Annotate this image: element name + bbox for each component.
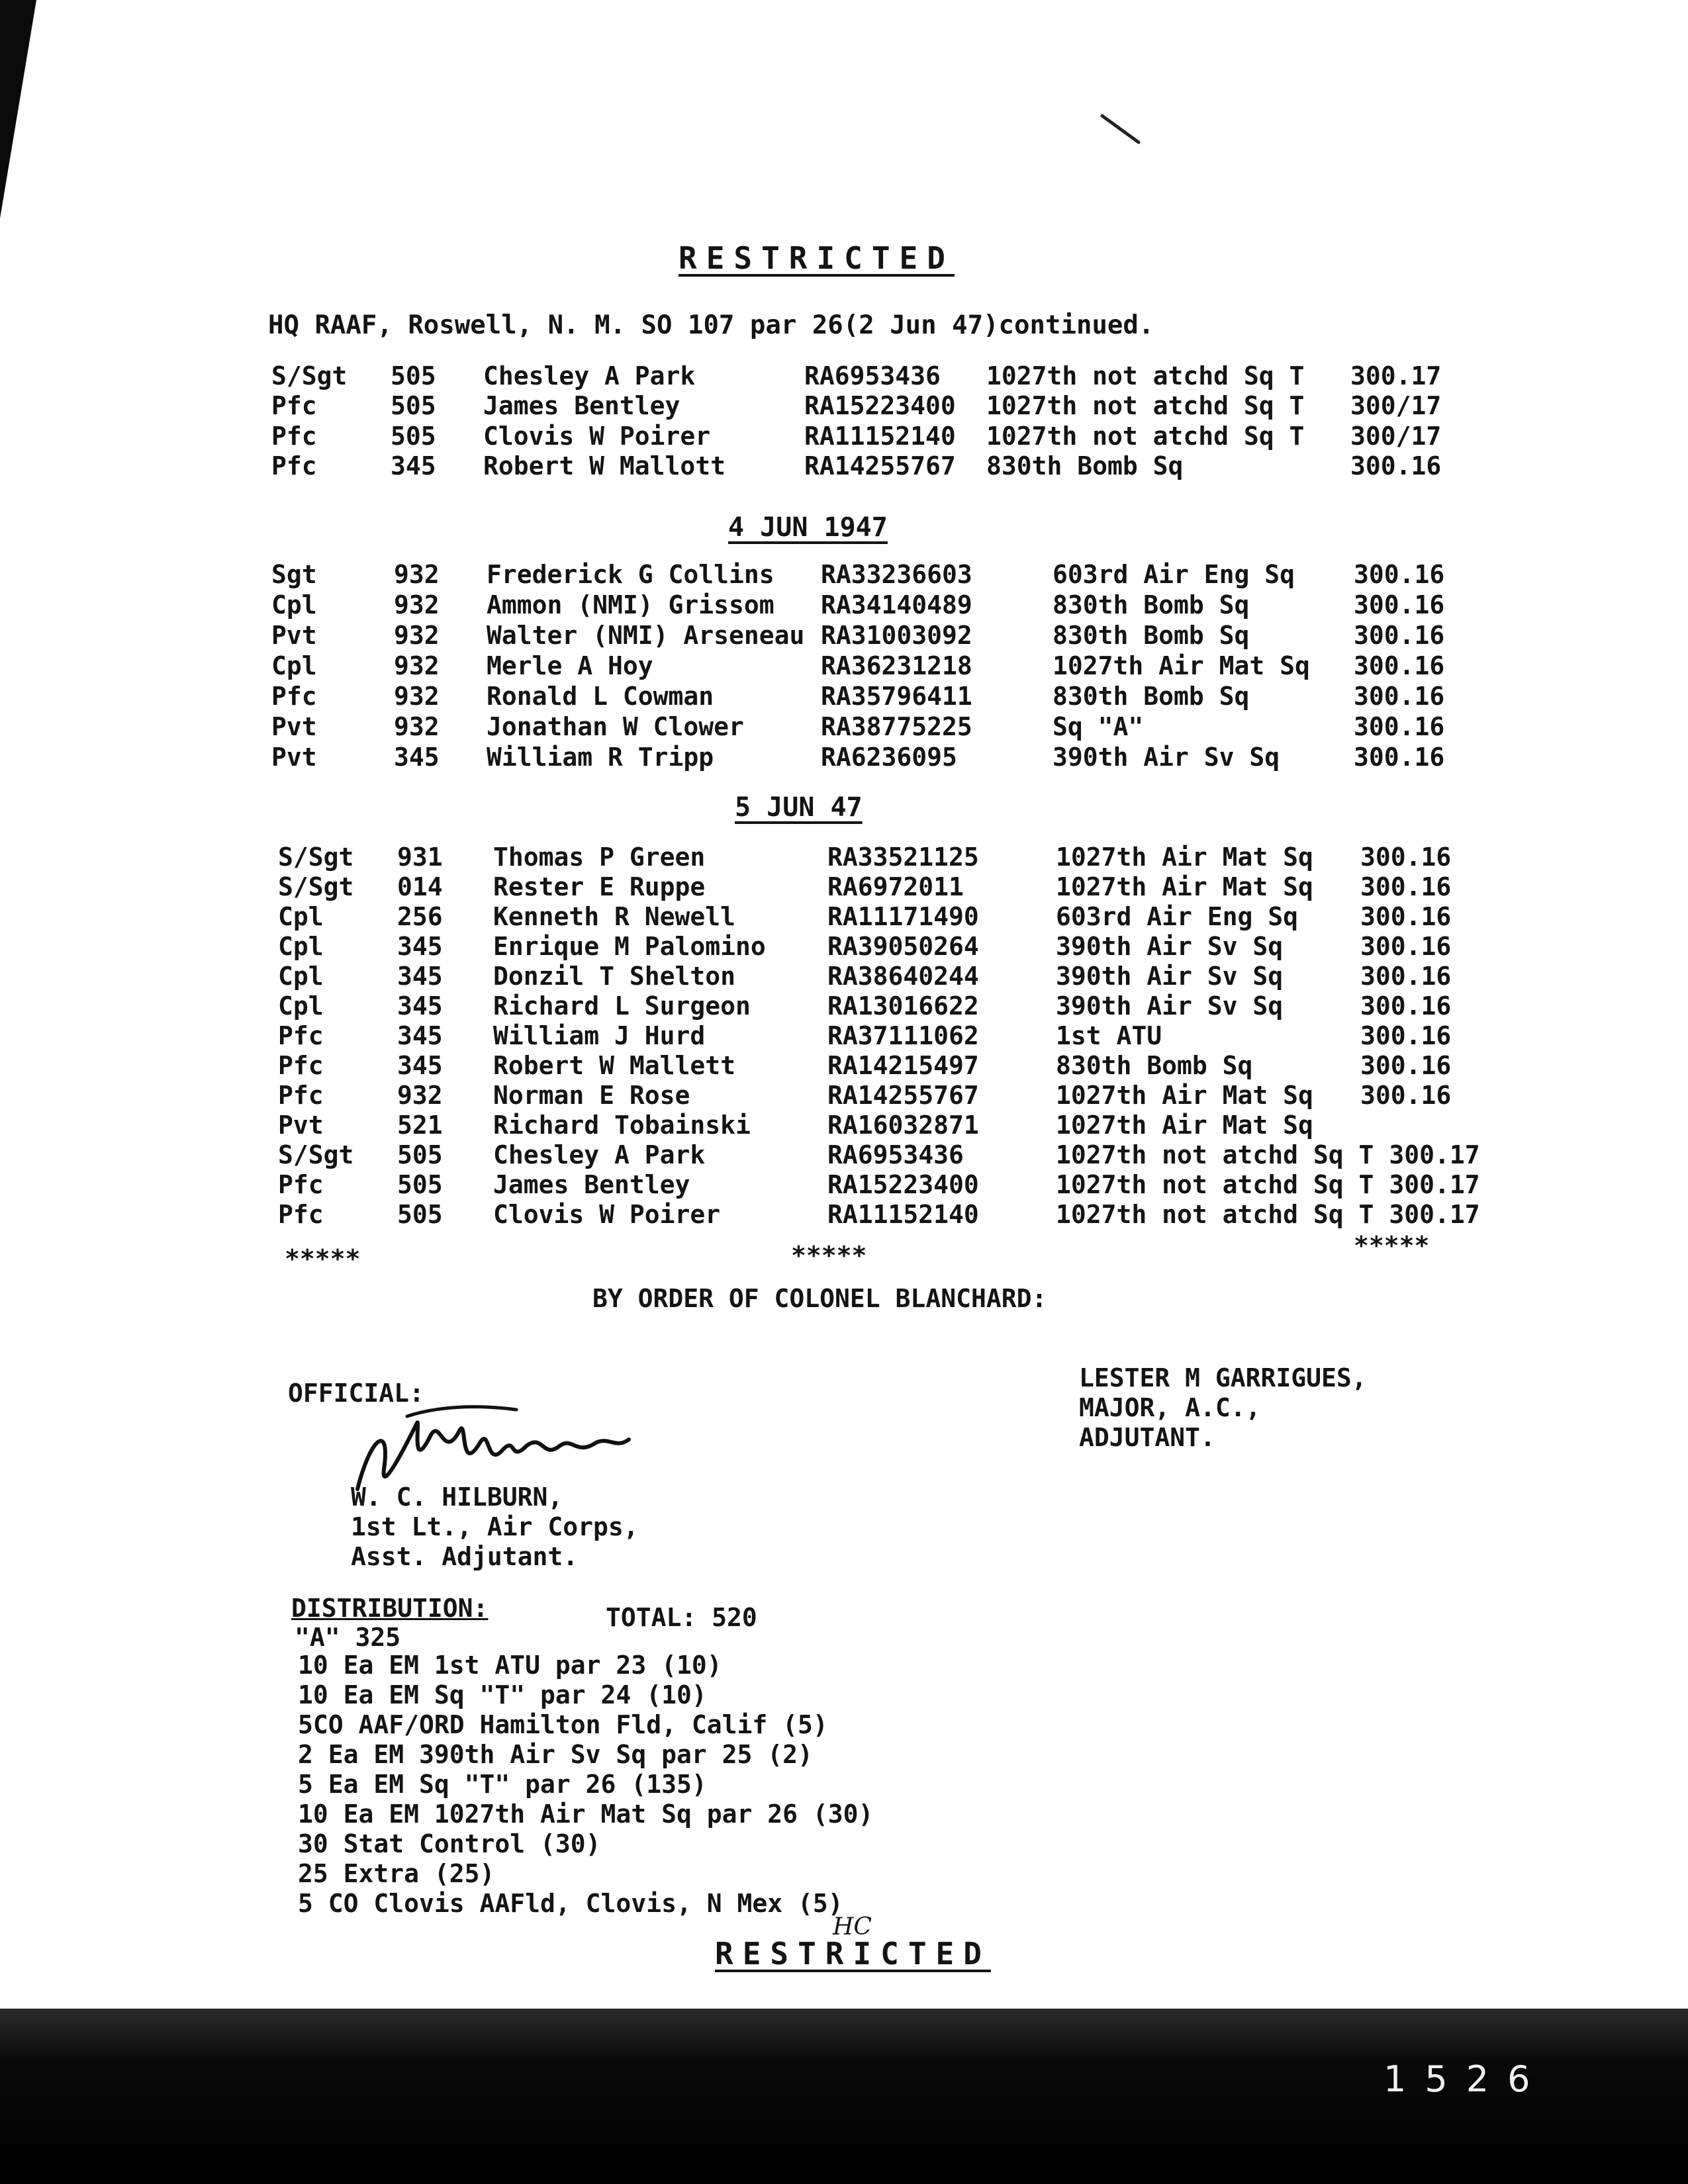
serial: RA33521125 (827, 842, 979, 872)
unit: 1027th not atchd Sq T (986, 361, 1305, 390)
unit: 1027th not atchd Sq T (986, 422, 1305, 451)
code: 932 (394, 621, 440, 650)
file-number: 300/17 (1350, 422, 1442, 451)
distribution-line: 2 Ea EM 390th Air Sv Sq par 25 (2) (298, 1740, 813, 1769)
code: 256 (397, 902, 443, 931)
unit: 603rd Air Eng Sq (1056, 902, 1299, 931)
code: 932 (394, 560, 440, 589)
code: 345 (397, 932, 443, 961)
file-number: 300.16 (1350, 451, 1442, 480)
serial: RA6236095 (821, 743, 957, 772)
serial: RA38775225 (821, 712, 972, 741)
name: Thomas P Green (493, 842, 706, 872)
unit: 1027th not atchd Sq T 300.17 (1056, 1200, 1480, 1229)
code: 505 (391, 422, 436, 451)
code: 345 (391, 451, 436, 480)
official-label: OFFICIAL: (288, 1379, 424, 1408)
rank: Cpl (278, 932, 324, 961)
file-number: 300.16 (1354, 712, 1445, 741)
name: Norman E Rose (493, 1081, 690, 1110)
distribution-line: 25 Extra (25) (298, 1859, 495, 1888)
code: 345 (397, 1021, 443, 1050)
distribution-line: 5CO AAF/ORD Hamilton Fld, Calif (5) (298, 1710, 828, 1739)
unit: 390th Air Sv Sq (1053, 743, 1280, 772)
unit: 1027th not atchd Sq T 300.17 (1056, 1170, 1480, 1199)
distribution-line: 10 Ea EM Sq "T" par 24 (10) (298, 1680, 707, 1709)
name: Chesley A Park (493, 1140, 706, 1169)
serial: RA39050264 (827, 932, 979, 961)
serial: RA36231218 (821, 651, 972, 680)
code: 521 (397, 1111, 443, 1140)
file-number: 300.17 (1350, 361, 1442, 390)
separator-stars-right: ***** (1354, 1231, 1430, 1260)
rank: Pfc (278, 1200, 324, 1229)
signer-role-left: Asst. Adjutant. (351, 1542, 579, 1571)
code: 932 (394, 651, 440, 680)
rank: Pvt (271, 621, 317, 650)
unit: 390th Air Sv Sq (1056, 991, 1284, 1021)
name: Jonathan W Clower (487, 712, 744, 741)
rank: S/Sgt (278, 872, 354, 901)
serial: RA11152140 (827, 1200, 979, 1229)
rank: S/Sgt (278, 1140, 354, 1169)
serial: RA14255767 (804, 451, 956, 480)
signer-role-right: ADJUTANT. (1079, 1423, 1215, 1452)
file-number: 300.16 (1360, 842, 1452, 872)
distribution-line: 5 CO Clovis AAFld, Clovis, N Mex (5) (298, 1889, 843, 1918)
name: Merle A Hoy (487, 651, 653, 680)
name: Clovis W Poirer (493, 1200, 721, 1229)
rank: Cpl (271, 651, 317, 680)
unit: 1027th Air Mat Sq (1056, 872, 1313, 901)
file-number: 300.16 (1354, 743, 1445, 772)
file-number: 300.16 (1354, 651, 1445, 680)
name: Robert W Mallott (483, 451, 726, 480)
unit: 830th Bomb Sq (1053, 590, 1250, 619)
scan-edge-shadow (0, 0, 36, 218)
file-number: 300.16 (1354, 590, 1445, 619)
serial: RA16032871 (827, 1111, 979, 1140)
name: Donzil T Shelton (493, 962, 736, 991)
rank: Pfc (278, 1170, 324, 1199)
serial: RA6972011 (827, 872, 964, 901)
code: 932 (397, 1081, 443, 1110)
file-number: 300.16 (1360, 872, 1452, 901)
file-number: 300.16 (1360, 932, 1452, 961)
name: Enrique M Palomino (493, 932, 766, 961)
rank: S/Sgt (278, 842, 354, 872)
file-number: 300.16 (1360, 1021, 1452, 1050)
rank: Cpl (278, 902, 324, 931)
separator-stars-center: ***** (791, 1241, 867, 1270)
rank: Cpl (271, 590, 317, 619)
file-number: 300.16 (1354, 621, 1445, 650)
by-order-line: BY ORDER OF COLONEL BLANCHARD: (592, 1284, 1047, 1313)
name: Ammon (NMI) Grissom (487, 590, 774, 619)
code: 505 (397, 1200, 443, 1229)
signer-name-left: W. C. HILBURN, (351, 1482, 563, 1512)
separator-stars-left: ***** (285, 1244, 361, 1273)
unit: 830th Bomb Sq (1056, 1051, 1253, 1080)
name: Richard Tobainski (493, 1111, 751, 1140)
signer-title-left: 1st Lt., Air Corps, (351, 1512, 639, 1541)
rank: Cpl (278, 962, 324, 991)
name: Rester E Ruppe (493, 872, 706, 901)
code: 014 (397, 872, 443, 901)
rank: Pfc (271, 451, 317, 480)
unit: 1027th Air Mat Sq (1056, 842, 1313, 872)
signer-name-right: LESTER M GARRIGUES, (1079, 1363, 1367, 1392)
distribution-line: "A" 325 (295, 1623, 401, 1652)
rank: Cpl (278, 991, 324, 1021)
rank: Pvt (278, 1111, 324, 1140)
unit: 1027th not atchd Sq T 300.17 (1056, 1140, 1480, 1169)
handwritten-initials: HC (833, 1913, 872, 1940)
unit: Sq "A" (1053, 712, 1144, 741)
code: 505 (397, 1170, 443, 1199)
serial: RA13016622 (827, 991, 979, 1021)
unit: 830th Bomb Sq (986, 451, 1184, 480)
rank: Pvt (271, 712, 317, 741)
unit: 1027th not atchd Sq T (986, 391, 1305, 420)
serial: RA6953436 (804, 361, 941, 390)
rank: Pfc (271, 391, 317, 420)
name: Clovis W Poirer (483, 422, 711, 451)
code: 505 (391, 391, 436, 420)
code: 932 (394, 682, 440, 711)
serial: RA6953436 (827, 1140, 964, 1169)
file-number: 300.16 (1360, 902, 1452, 931)
name: James Bentley (483, 391, 680, 420)
serial: RA38640244 (827, 962, 979, 991)
frame-number: 1526 (1383, 2058, 1549, 2100)
name: William J Hurd (493, 1021, 706, 1050)
code: 345 (397, 1051, 443, 1080)
code: 505 (397, 1140, 443, 1169)
name: William R Tripp (487, 743, 714, 772)
unit: 603rd Air Eng Sq (1053, 560, 1295, 589)
rank: Pfc (278, 1051, 324, 1080)
serial: RA11152140 (804, 422, 956, 451)
file-number: 300.16 (1360, 962, 1452, 991)
distribution-line: 10 Ea EM 1027th Air Mat Sq par 26 (30) (298, 1799, 874, 1829)
serial: RA31003092 (821, 621, 972, 650)
date-heading-5-jun: 5 JUN 47 (735, 792, 863, 823)
serial: RA35796411 (821, 682, 972, 711)
stray-mark (1099, 113, 1145, 152)
rank: S/Sgt (271, 361, 348, 390)
unit: 390th Air Sv Sq (1056, 932, 1284, 961)
distribution-line: 30 Stat Control (30) (298, 1829, 601, 1858)
code: 345 (397, 962, 443, 991)
total-label: TOTAL: 520 (606, 1603, 757, 1632)
serial: RA15223400 (804, 391, 956, 420)
signer-title-right: MAJOR, A.C., (1079, 1393, 1261, 1422)
unit: 1027th Air Mat Sq (1056, 1081, 1313, 1110)
name: Richard L Surgeon (493, 991, 751, 1021)
restricted-title-top: RESTRICTED (679, 240, 955, 276)
serial: RA34140489 (821, 590, 972, 619)
code: 345 (397, 991, 443, 1021)
date-heading-4-jun: 4 JUN 1947 (728, 512, 888, 543)
distribution-line: 10 Ea EM 1st ATU par 23 (10) (298, 1651, 722, 1680)
code: 932 (394, 712, 440, 741)
restricted-title-bottom: RESTRICTED (715, 1936, 991, 1972)
file-number: 300/17 (1350, 391, 1442, 420)
code: 505 (391, 361, 436, 390)
rank: Pfc (271, 422, 317, 451)
serial: RA11171490 (827, 902, 979, 931)
file-number: 300.16 (1354, 560, 1445, 589)
serial: RA14215497 (827, 1051, 979, 1080)
serial: RA33236603 (821, 560, 972, 589)
distribution-line: 5 Ea EM Sq "T" par 26 (135) (298, 1770, 707, 1799)
name: Robert W Mallett (493, 1051, 736, 1080)
file-number: 300.16 (1360, 1051, 1452, 1080)
rank: Pvt (271, 743, 317, 772)
order-header: HQ RAAF, Roswell, N. M. SO 107 par 26(2 Jun 47)continued. (268, 310, 1154, 340)
serial: RA15223400 (827, 1170, 979, 1199)
rank: Pfc (278, 1021, 324, 1050)
unit: 830th Bomb Sq (1053, 682, 1250, 711)
unit: 390th Air Sv Sq (1056, 962, 1284, 991)
name: Walter (NMI) Arseneau (487, 621, 805, 650)
rank: Sgt (271, 560, 317, 589)
unit: 1027th Air Mat Sq (1053, 651, 1310, 680)
unit: 1st ATU (1056, 1021, 1162, 1050)
code: 932 (394, 590, 440, 619)
name: Kenneth R Newell (493, 902, 736, 931)
distribution-label: DISTRIBUTION: (291, 1594, 489, 1623)
name: Chesley A Park (483, 361, 696, 390)
unit: 830th Bomb Sq (1053, 621, 1250, 650)
file-number: 300.16 (1360, 1081, 1452, 1110)
name: James Bentley (493, 1170, 690, 1199)
unit: 1027th Air Mat Sq (1056, 1111, 1313, 1140)
rank: Pfc (271, 682, 317, 711)
name: Frederick G Collins (487, 560, 774, 589)
name: Ronald L Cowman (487, 682, 714, 711)
rank: Pfc (278, 1081, 324, 1110)
file-number: 300.16 (1360, 991, 1452, 1021)
code: 931 (397, 842, 443, 872)
file-number: 300.16 (1354, 682, 1445, 711)
code: 345 (394, 743, 440, 772)
serial: RA37111062 (827, 1021, 979, 1050)
serial: RA14255767 (827, 1081, 979, 1110)
